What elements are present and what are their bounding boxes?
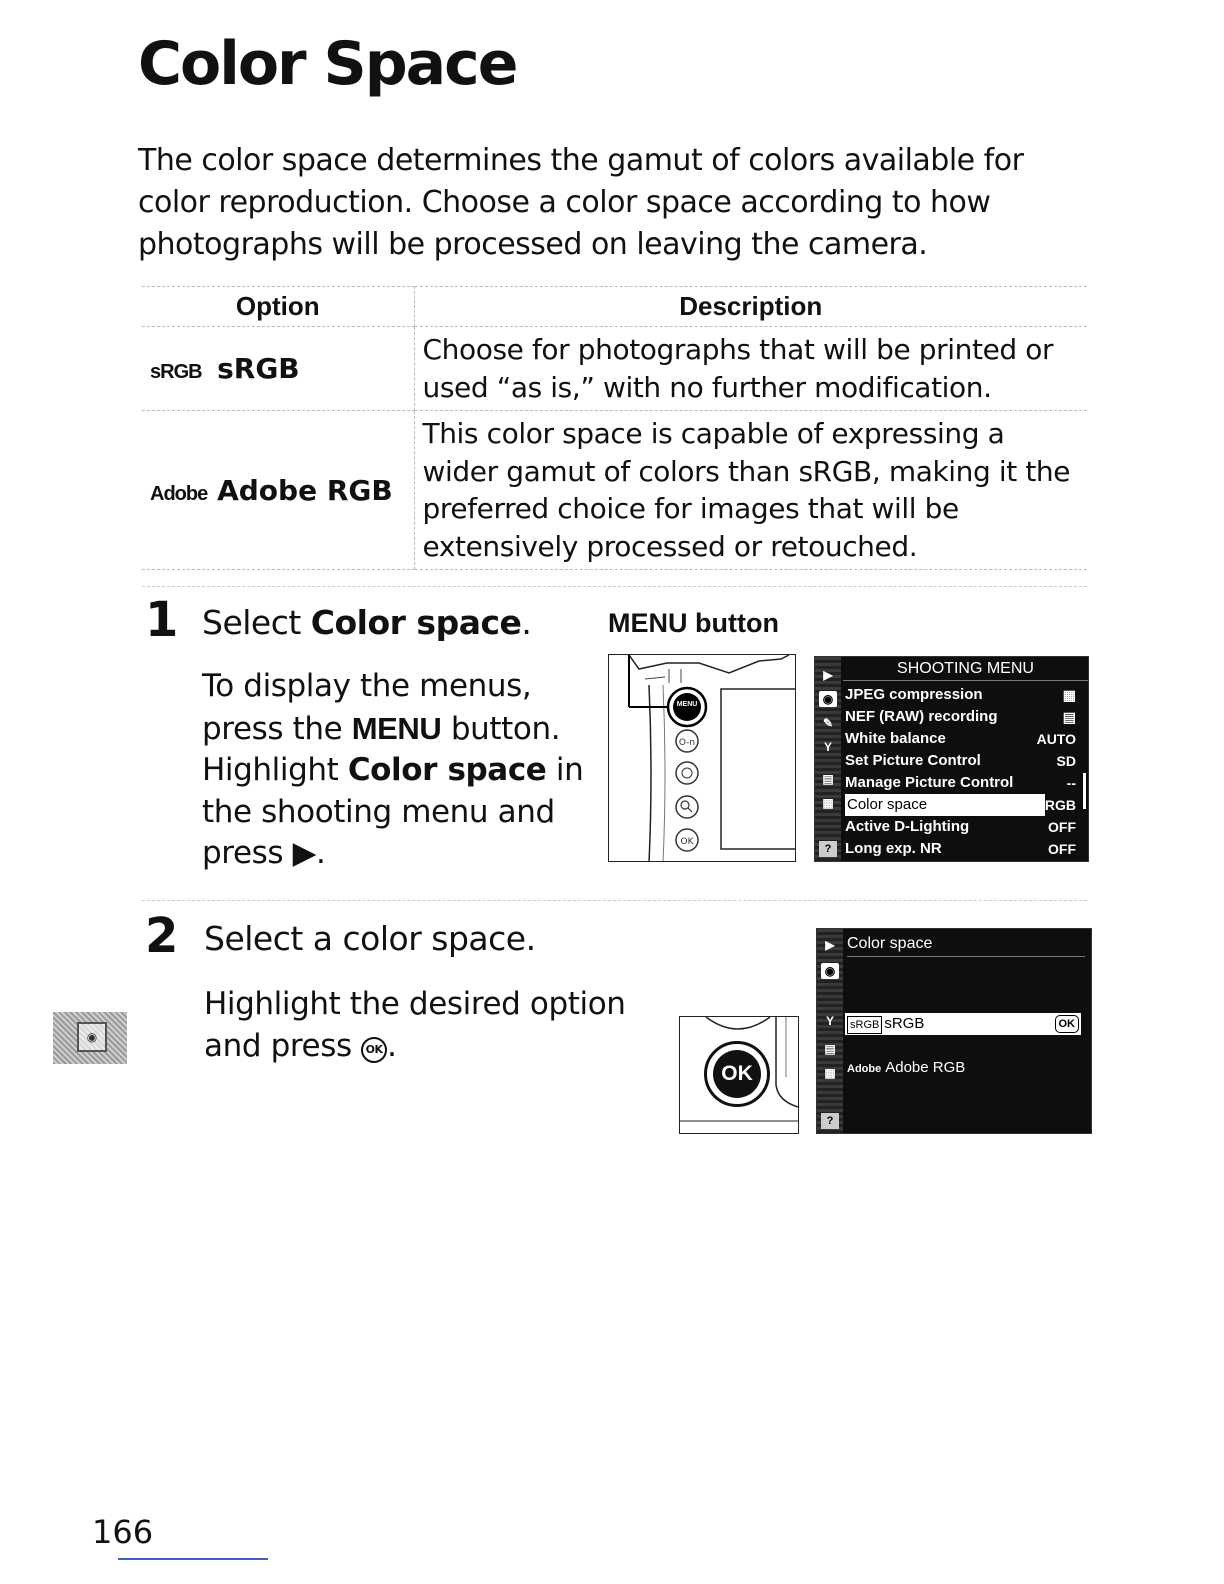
option-cell: [142, 327, 414, 411]
ok-button-icon: OK: [361, 1037, 387, 1063]
step-heading-text: .: [521, 603, 532, 642]
menu-item[interactable]: [843, 816, 1084, 838]
menu-item-label: Long exp. NR: [845, 840, 942, 857]
menu-item[interactable]: [843, 750, 1084, 772]
menu-item-value: OFF: [1048, 819, 1076, 835]
step-heading-bold: Color space: [310, 603, 522, 642]
menu-item-value: --: [1066, 775, 1076, 791]
instruction-text: button. Highlight: [202, 710, 561, 788]
step-instructions: [204, 984, 634, 1067]
menu-sidebar: [815, 657, 841, 861]
scrollbar-thumb[interactable]: [1083, 773, 1086, 809]
step-number: 1: [145, 592, 179, 648]
instruction-text: To display the menus, press the: [202, 668, 532, 747]
menu-button-name: MENU: [351, 710, 442, 746]
ok-icon: OK: [1055, 1015, 1080, 1033]
column-header-description: Description: [414, 287, 1087, 327]
menu-item-label: Active D-Lighting: [845, 818, 970, 835]
menu-item-value: AUTO: [1036, 731, 1076, 747]
menu-item[interactable]: [843, 772, 1084, 794]
submenu-title: Color space: [847, 931, 1085, 957]
wrench-icon: Y: [823, 740, 832, 754]
menu-item-value: OFF: [1048, 841, 1076, 857]
camera-body-drawing: [609, 655, 796, 862]
shooting-menu-icon: ◉: [77, 1022, 107, 1052]
menu-title: SHOOTING MENU: [843, 657, 1088, 681]
step-heading: [202, 603, 532, 642]
step-heading: Select a color space.: [204, 919, 536, 958]
adobe-rgb-icon: Adobe: [847, 1063, 882, 1075]
ok-button-label: OK: [713, 1050, 761, 1098]
my-menu-icon: ▦: [822, 796, 834, 810]
step-instructions: [202, 666, 592, 875]
instruction-bold: Color space: [347, 752, 547, 788]
menu-button-caption: MENU button: [608, 608, 779, 638]
shooting-menu-screen: [814, 656, 1089, 862]
camera-icon: ◉: [821, 963, 839, 979]
playback-icon: ▶: [825, 938, 835, 952]
srgb-icon: sRGB: [847, 1016, 882, 1034]
menu-item-value: sRGB: [1037, 797, 1076, 813]
option-srgb[interactable]: [845, 1013, 1081, 1035]
menu-item-label: White balance: [845, 730, 946, 747]
table-row: [142, 411, 1087, 570]
option-cell: [142, 411, 414, 570]
camera-back-illustration: [608, 654, 796, 862]
page-number-rule: [118, 1558, 268, 1560]
intro-paragraph: The color space determines the gamut of colors available for color reproduction. Choose a color space according to how photographs will be processed on leaving the camera.: [138, 143, 1024, 262]
description-cell: This color space is capable of expressing a wider gamut of colors than sRGB, making it the preferred choice for images that will be extensively processed or retouched.: [414, 411, 1087, 570]
table-row: [142, 327, 1087, 411]
description-cell: Choose for photographs that will be printed or used “as is,” with no further modification.: [414, 327, 1087, 411]
menu-item[interactable]: [843, 728, 1084, 750]
page-number: 166: [92, 1513, 154, 1551]
ok-button[interactable]: [704, 1041, 770, 1107]
option-name: sRGB: [217, 352, 300, 385]
options-table: [142, 286, 1087, 570]
retouch-icon: ▤: [822, 772, 834, 786]
menu-item-label: JPEG compression: [845, 686, 983, 703]
menu-item-value: SD: [1056, 753, 1076, 769]
menu-item[interactable]: [843, 684, 1084, 706]
ok-button-illustration: [679, 1016, 799, 1134]
pencil-icon: ✎: [822, 716, 834, 730]
step-number: 2: [145, 908, 179, 964]
menu-button[interactable]: MENU: [676, 701, 698, 708]
retouch-icon: ▤: [824, 1042, 836, 1056]
svg-text:O-n: O-n: [678, 738, 696, 748]
step-heading-text: Select: [202, 603, 311, 642]
srgb-icon: sRGB: [150, 361, 202, 383]
menu-item-label: Color space: [845, 794, 1045, 816]
menu-item[interactable]: [843, 838, 1084, 860]
menu-item-label: Set Picture Control: [845, 752, 981, 769]
section-divider: [142, 900, 1087, 901]
menu-item-value: ▦: [1062, 687, 1076, 703]
page-title: Color Space: [138, 29, 517, 99]
shooting-chapter-tab-icon: [53, 1012, 127, 1064]
playback-icon: ▶: [823, 668, 833, 682]
column-header-option: Option: [142, 287, 414, 327]
menu-item-highlighted[interactable]: [843, 794, 1084, 816]
instruction-text: in the shooting menu and press ▶.: [202, 752, 584, 871]
menu-sidebar: [817, 929, 843, 1133]
camera-icon: ◉: [819, 691, 837, 707]
option-label: sRGB: [884, 1015, 925, 1032]
option-adobe-rgb[interactable]: [845, 1057, 1081, 1079]
adobe-rgb-icon: Adobe: [150, 482, 208, 505]
option-name: Adobe RGB: [217, 473, 393, 507]
wrench-icon: Y: [825, 1014, 834, 1028]
option-label: Adobe RGB: [885, 1059, 966, 1076]
menu-item-label: NEF (RAW) recording: [845, 708, 998, 725]
menu-item[interactable]: [843, 706, 1084, 728]
help-icon: ?: [821, 1113, 839, 1129]
instruction-text: .: [387, 1027, 397, 1064]
menu-item-label: Manage Picture Control: [845, 774, 1014, 791]
my-menu-icon: ▦: [824, 1066, 836, 1080]
menu-item-value: ▤: [1062, 709, 1076, 725]
svg-text:OK: OK: [680, 837, 694, 847]
help-icon: ?: [819, 841, 837, 857]
instruction-text: Highlight the desired option and press: [204, 986, 626, 1064]
section-divider: [142, 586, 1087, 587]
color-space-screen: [816, 928, 1092, 1134]
table-header-row: [142, 287, 1087, 327]
